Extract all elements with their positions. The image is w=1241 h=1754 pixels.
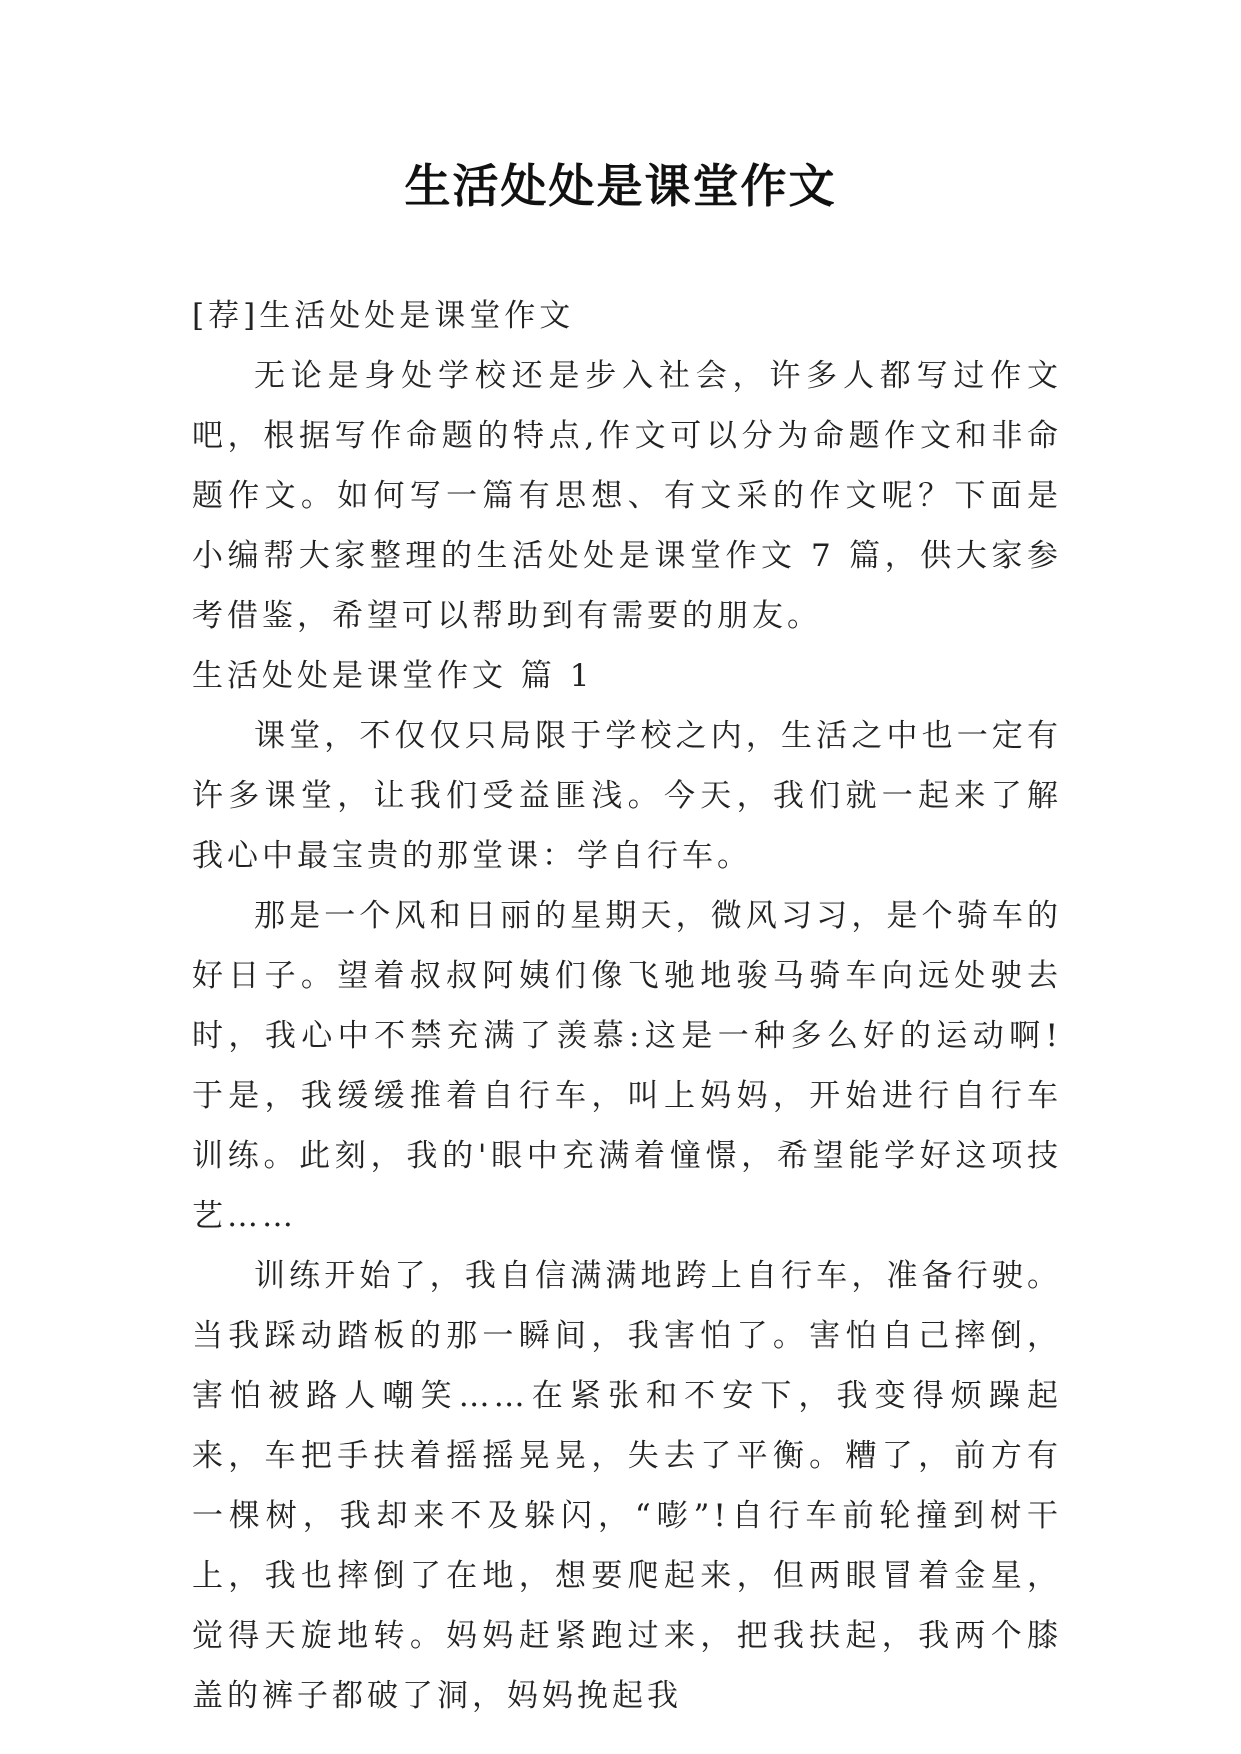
document-subtitle: [荐]生活处处是课堂作文: [192, 298, 575, 334]
body-paragraph-1: 课堂，不仅仅只局限于学校之内，生活之中也一定有许多课堂，让我们受益匪浅。今天，我们就一起来了解我心中最宝贵的那堂课：学自行车。: [192, 718, 1062, 874]
intro-paragraph: 无论是身处学校还是步入社会，许多人都写过作文吧，根据写作命题的特点,作文可以分为命题作文和非命题作文。如何写一篇有思想、有文采的作文呢？下面是小编帮大家整理的生活处处是课堂作文 7 篇，供大家参考借鉴，希望可以帮助到有需要的朋友。: [192, 358, 1062, 634]
document-body: [192, 286, 1062, 1726]
document-title: 生活处处是课堂作文: [404, 159, 837, 213]
body-paragraph-3: 训练开始了，我自信满满地跨上自行车，准备行驶。当我踩动踏板的那一瞬间，我害怕了。害怕自己摔倒，害怕被路人嘲笑……在紧张和不安下，我变得烦躁起来，车把手扶着摇摇晃晃，失去了平衡。糟了，前方有一棵树，我却来不及躲闪，“嘭”!自行车前轮撞到树干上，我也摔倒了在地，想要爬起来，但两眼冒着金星，觉得天旋地转。妈妈赶紧跑过来，把我扶起，我两个膝盖的裤子都破了洞，妈妈挽起我: [192, 1258, 1062, 1714]
body-paragraph-2: 那是一个风和日丽的星期天，微风习习，是个骑车的好日子。望着叔叔阿姨们像飞驰地骏马骑车向远处驶去时，我心中不禁充满了羡慕:这是一种多么好的运动啊!于是，我缓缓推着自行车，叫上妈妈，开始进行自行车训练。此刻，我的'眼中充满着憧憬，希望能学好这项技艺……: [192, 898, 1062, 1234]
section-heading: 生活处处是课堂作文 篇 1: [192, 658, 594, 694]
